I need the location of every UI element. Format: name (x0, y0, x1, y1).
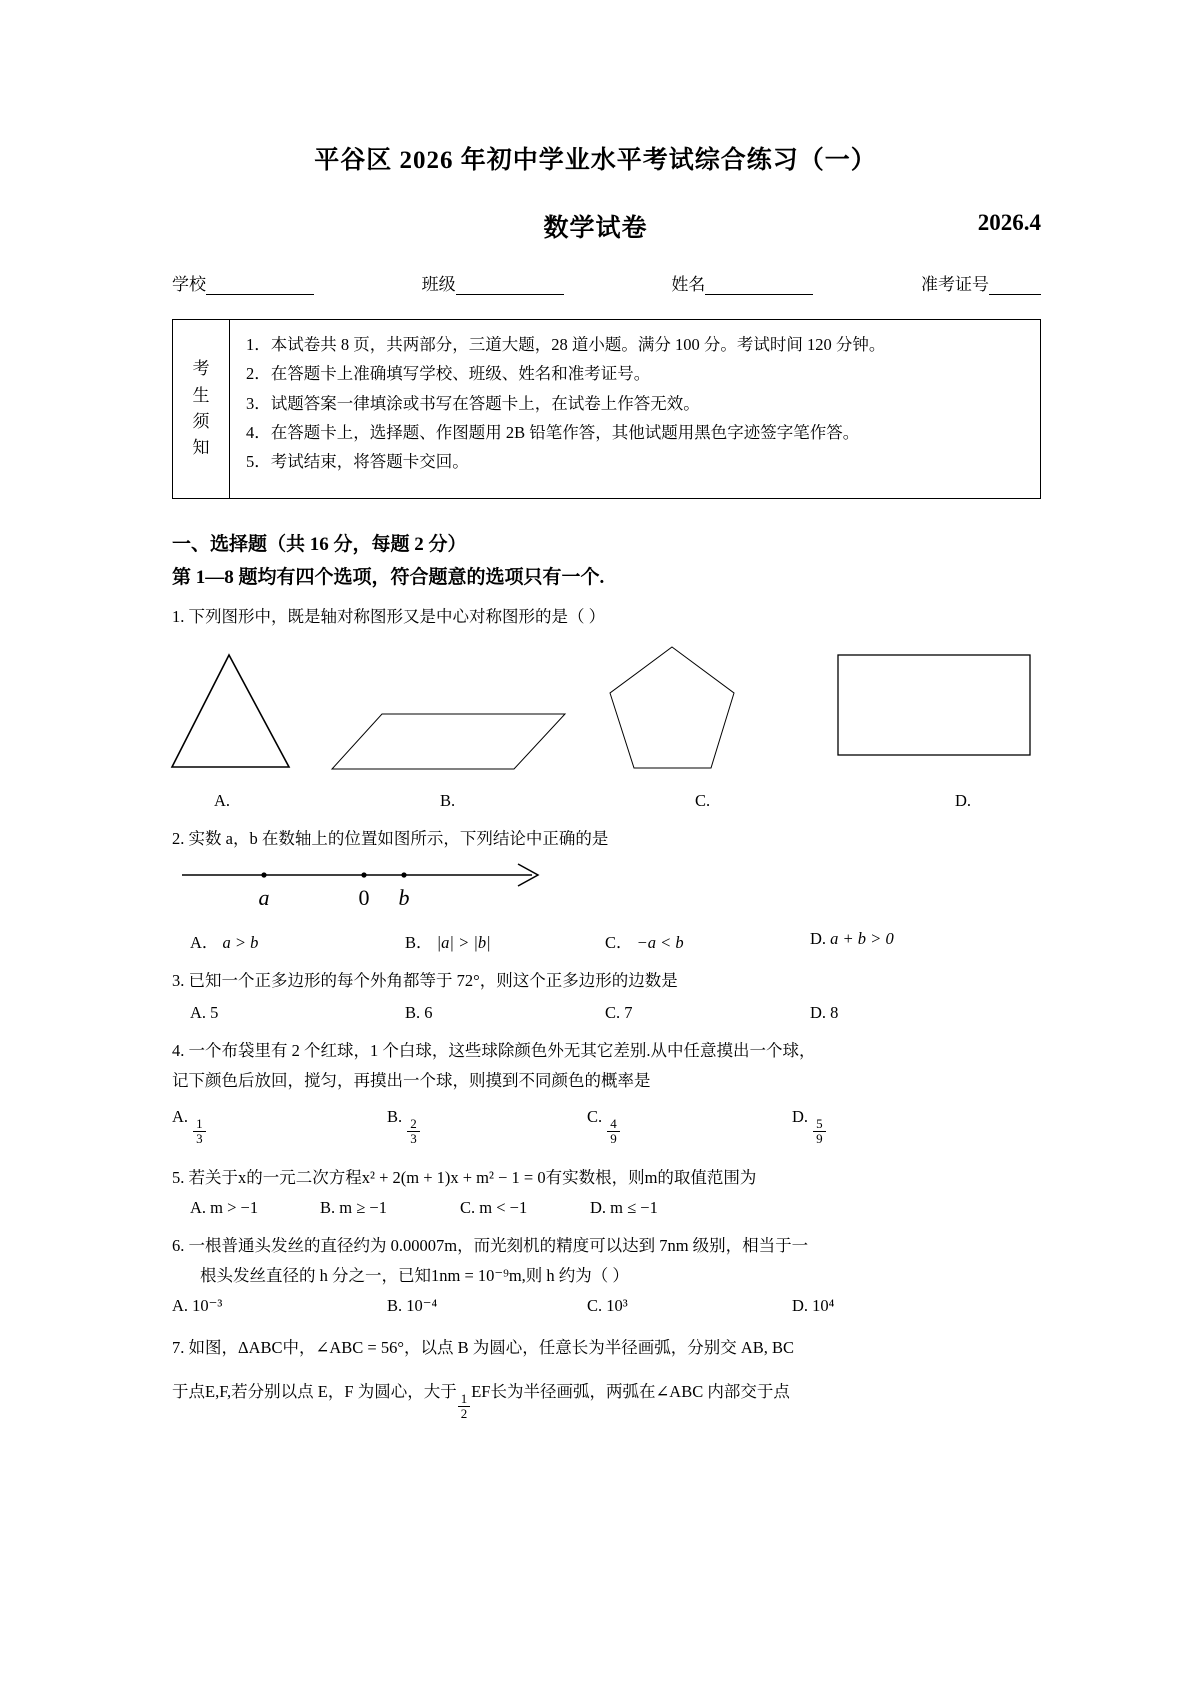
field-school-label: 学校 (172, 275, 206, 294)
q7-stem-part-b: EF长为半径画弧，两弧在∠ABC 内部交于点 (471, 1382, 790, 1402)
question-6-stem-line1: 6. 一根普通头发丝的直径约为 0.00007m，而光刻机的精度可以达到 7nm 级别，相当于一 (172, 1236, 809, 1256)
field-school[interactable] (172, 270, 314, 295)
notice-side-char-4: 知 (192, 438, 210, 458)
field-exam-number-label: 准考证号 (920, 275, 989, 294)
q2-option-c-letter: C． (605, 933, 633, 953)
q2-option-a-expr: a > b (222, 933, 259, 953)
q1-figure-group (172, 641, 1032, 791)
q2-option-d-expr: a + b > 0 (830, 929, 894, 949)
q2-option-c-expr: −a < b (636, 933, 684, 953)
q3-option-a[interactable]: A. 5 (190, 1003, 219, 1023)
point-a-label: a (258, 885, 270, 911)
rectangle-shape (838, 655, 1030, 755)
question-7-stem-line1: 7. 如图，ΔABC中，∠ABC = 56°，以点 B 为圆心，任意长为半径画弧，分别交 AB, BC (172, 1338, 795, 1358)
q4-option-b-letter: B. (387, 1107, 403, 1127)
q6-option-c[interactable]: C. 10³ (587, 1296, 628, 1316)
option-label-b[interactable]: B. (440, 791, 456, 811)
q6-option-b[interactable]: B. 10⁻⁴ (387, 1296, 438, 1316)
question-4-stem-line2: 记下颜色后放回，搅匀，再摸出一个球，则摸到不同颜色的概率是 (172, 1071, 651, 1091)
question-1-figures (172, 641, 1041, 791)
question-6-stem-line2: 根头发丝直径的 h 分之一，已知1nm = 10⁻⁹m,则 h 约为（ ） (200, 1266, 629, 1286)
point-zero-label: 0 (358, 885, 370, 911)
q4-option-b-fraction (407, 1117, 420, 1146)
field-name-blank[interactable] (705, 279, 813, 295)
subject-title: 数学试卷 (543, 215, 648, 242)
question-7-stem-line2 (172, 1378, 1041, 1421)
page-title: 平谷区 2026 年初中学业水平考试综合练习（一） (314, 147, 877, 174)
question-4-options (172, 1107, 1041, 1146)
q6-option-a[interactable]: A. 10⁻³ (172, 1296, 223, 1316)
field-class-label: 班级 (421, 275, 456, 294)
q2-option-b-expr: |a| > |b| (436, 933, 491, 953)
question-2-numberline (172, 859, 1041, 921)
q5-option-a[interactable]: A. m > −1 (190, 1198, 259, 1218)
q4-option-d[interactable] (792, 1107, 827, 1146)
option-label-d[interactable]: D. (955, 791, 972, 811)
question-3-options (190, 1003, 1041, 1023)
q7-stem-part-a: 于点E,F,若分别以点 E，F 为圆心，大于 (172, 1382, 457, 1402)
fraction-numerator: 2 (407, 1117, 420, 1132)
notice-item: 1．本试卷共 8 页，共两部分，三道大题，28 道小题。满分 100 分。考试时间 120 分钟。 (246, 335, 886, 354)
q2-option-c[interactable] (605, 929, 810, 953)
q5-option-b[interactable]: B. m ≥ −1 (320, 1198, 387, 1218)
notice-side-char-2: 生 (192, 385, 210, 405)
point-zero-dot (361, 872, 366, 877)
fraction-numerator: 4 (607, 1117, 620, 1132)
field-exam-number-blank[interactable] (989, 279, 1041, 295)
field-name-label: 姓名 (671, 275, 706, 294)
q4-option-c-fraction (607, 1117, 620, 1146)
q4-option-d-letter: D. (792, 1107, 809, 1127)
q2-option-b[interactable] (405, 929, 605, 953)
notice-side-label (173, 320, 230, 498)
field-name[interactable] (671, 270, 813, 295)
notice-item: 4．在答题卡上，选择题、作图题用 2B 铅笔作答，其他试题用黑色字迹签字笔作答。 (246, 423, 860, 443)
fraction-numerator: 5 (813, 1117, 826, 1132)
q4-option-b[interactable] (387, 1107, 587, 1146)
fraction-numerator: 1 (193, 1117, 206, 1132)
option-label-a[interactable]: A. (214, 791, 231, 811)
fraction-numerator: 1 (458, 1392, 471, 1407)
q2-option-d[interactable] (810, 929, 894, 953)
q2-option-a[interactable] (190, 929, 405, 953)
q3-option-c[interactable]: C. 7 (605, 1003, 633, 1023)
q2-option-a-letter: A． (190, 933, 219, 953)
fraction-denominator: 9 (816, 1131, 823, 1147)
notice-side-char-3: 须 (192, 412, 210, 431)
point-b-dot (401, 872, 406, 877)
q4-option-a-fraction (193, 1117, 206, 1146)
q3-option-d[interactable]: D. 8 (810, 1003, 839, 1023)
exam-date: 2026.4 (977, 210, 1041, 235)
q2-option-b-letter: B． (405, 933, 433, 953)
triangle-shape (172, 655, 289, 767)
field-school-blank[interactable] (206, 279, 314, 295)
section-heading: 一、选择题（共 16 分，每题 2 分） (172, 534, 467, 555)
student-info-row (0, 270, 1191, 295)
notice-item: 3．试题答案一律填涂或书写在答题卡上，在试卷上作答无效。 (246, 393, 700, 413)
question-3-stem: 3. 已知一个正多边形的每个外角都等于 72°，则这个正多边形的边数是 (172, 971, 678, 991)
q5-option-c[interactable]: C. m < −1 (460, 1198, 528, 1218)
q6-option-d[interactable]: D. 10⁴ (792, 1296, 835, 1316)
subject-row (0, 208, 1191, 242)
numberline-figure (172, 859, 572, 921)
question-5-options (190, 1198, 1041, 1218)
question-2-stem: 2. 实数 a，b 在数轴上的位置如图所示，下列结论中正确的是 (172, 829, 609, 849)
point-b-label: b (398, 885, 410, 911)
q4-option-a[interactable] (172, 1107, 387, 1146)
q7-half-fraction (458, 1392, 471, 1421)
question-1-option-labels (172, 791, 1041, 811)
question-5-stem: 5. 若关于x的一元二次方程x² + 2(m + 1)x + m² − 1 = 0有实数根，则m的取值范围为 (172, 1168, 757, 1188)
notice-item: 5．考试结束，将答题卡交回。 (246, 452, 469, 472)
q4-option-d-fraction (813, 1117, 826, 1146)
notice-items (230, 320, 1040, 498)
question-1-stem: 1. 下列图形中，既是轴对称图形又是中心对称图形的是（ ） (172, 607, 606, 626)
q3-option-b[interactable]: B. 6 (405, 1003, 433, 1023)
pentagon-shape (610, 647, 734, 768)
option-label-c[interactable]: C. (695, 791, 711, 811)
question-4-stem-line1: 4. 一个布袋里有 2 个红球，1 个白球，这些球除颜色外无其它差别.从中任意摸出一个球， (172, 1041, 816, 1061)
notice-item: 2．在答题卡上准确填写学校、班级、姓名和准考证号。 (246, 364, 651, 384)
question-6-options (172, 1296, 1041, 1316)
notice-box (172, 319, 1041, 499)
field-exam-number[interactable] (921, 270, 1041, 295)
fraction-denominator: 2 (460, 1406, 468, 1422)
q2-option-d-letter: D. (810, 929, 827, 949)
fraction-denominator: 3 (410, 1131, 417, 1147)
question-2-options (190, 929, 1041, 953)
parallelogram-shape (332, 714, 565, 769)
field-class[interactable] (422, 270, 564, 295)
fraction-denominator: 9 (610, 1131, 617, 1147)
section-subheading: 第 1—8 题均有四个选项，符合题意的选项只有一个. (172, 567, 605, 588)
fraction-denominator: 3 (196, 1131, 203, 1147)
q4-option-c-letter: C. (587, 1107, 603, 1127)
q4-option-a-letter: A. (172, 1107, 189, 1127)
notice-side-char-1: 考 (192, 359, 210, 379)
q5-option-d[interactable]: D. m ≤ −1 (590, 1198, 658, 1218)
q4-option-c[interactable] (587, 1107, 792, 1146)
point-a-dot (261, 872, 266, 877)
field-class-blank[interactable] (456, 279, 564, 295)
